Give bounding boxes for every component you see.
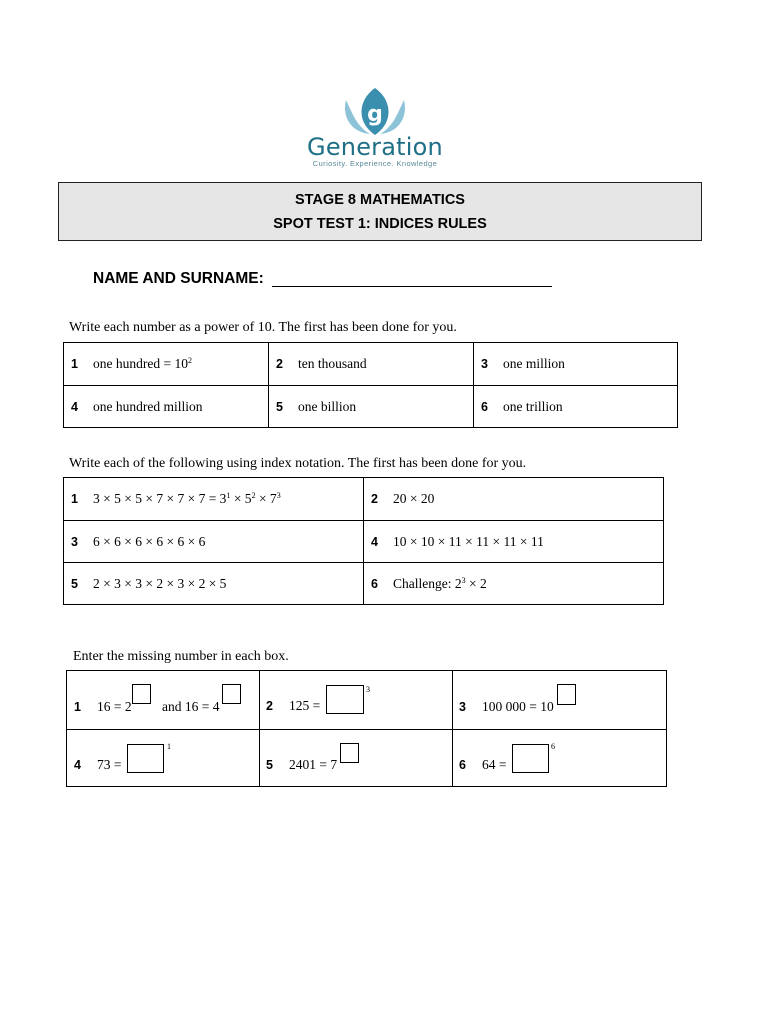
section3-cell-2: 2 125 = 3 [260, 671, 453, 730]
section2-cell-4[interactable]: 4 10 × 10 × 11 × 11 × 11 × 11 [364, 521, 664, 563]
answer-box[interactable] [127, 744, 164, 773]
test-title: SPOT TEST 1: INDICES RULES [273, 216, 487, 232]
section2-instruction: Write each of the following using index notation. The first has been done for you. [69, 456, 527, 471]
answer-box[interactable] [326, 685, 364, 714]
svg-text:g: g [367, 102, 383, 127]
section1-cell-1[interactable]: 1 one hundred = $10^2$ [64, 343, 269, 386]
answer-box[interactable] [340, 743, 359, 763]
section2-table [63, 477, 664, 605]
logo-wordmark: Generation [307, 133, 443, 161]
logo-tagline: Curiosity. Experience. Knowledge [312, 159, 438, 168]
section2-cell-1[interactable]: 1 $3 \times 5 \times 5 \times 7 \times 7 \times 7 = 3^1 \times 5^2 \times 7^3$ [64, 478, 364, 521]
section1-cell-4[interactable]: 4 one hundred million [64, 386, 269, 428]
section3-cell-3: 3 100 000 = 10 [453, 671, 667, 730]
section3-cell-6: 6 64 = 6 [453, 730, 667, 787]
section2-cell-6[interactable]: 6 Challenge: $2^3 \times 2$ [364, 563, 664, 605]
section3-cell-1: 1 16 = 2 and 16 = 4 [67, 671, 260, 730]
section1-table [63, 342, 678, 428]
section1-cell-6[interactable]: 6 one trillion [474, 386, 678, 428]
section2-cell-2[interactable]: 2 20 × 20 [364, 478, 664, 521]
section1-cell-3[interactable]: 3 one million [474, 343, 678, 386]
generation-logo [300, 86, 450, 170]
lotus-icon [340, 86, 410, 136]
section1-cell-2[interactable]: 2 ten thousand [269, 343, 474, 386]
answer-box[interactable] [557, 684, 576, 705]
section3-cell-5: 5 2401 = 7 [260, 730, 453, 787]
answer-box[interactable] [512, 744, 549, 773]
section1-cell-5[interactable]: 5 one billion [269, 386, 474, 428]
stage-title: STAGE 8 MATHEMATICS [295, 192, 465, 208]
answer-box[interactable] [222, 684, 241, 704]
section3-table [66, 670, 667, 787]
section3-cell-4: 4 73 = 1 [67, 730, 260, 787]
section2-cell-5[interactable]: 5 2 × 3 × 3 × 2 × 3 × 2 × 5 [64, 563, 364, 605]
section3-instruction: Enter the missing number in each box. [73, 649, 289, 664]
section2-cell-3[interactable]: 3 6 × 6 × 6 × 6 × 6 × 6 [64, 521, 364, 563]
section1-instruction: Write each number as a power of 10. The first has been done for you. [69, 320, 457, 335]
answer-box[interactable] [132, 684, 151, 704]
name-label: NAME AND SURNAME: [93, 270, 264, 287]
title-box [58, 182, 702, 241]
name-input-line[interactable] [272, 286, 552, 287]
